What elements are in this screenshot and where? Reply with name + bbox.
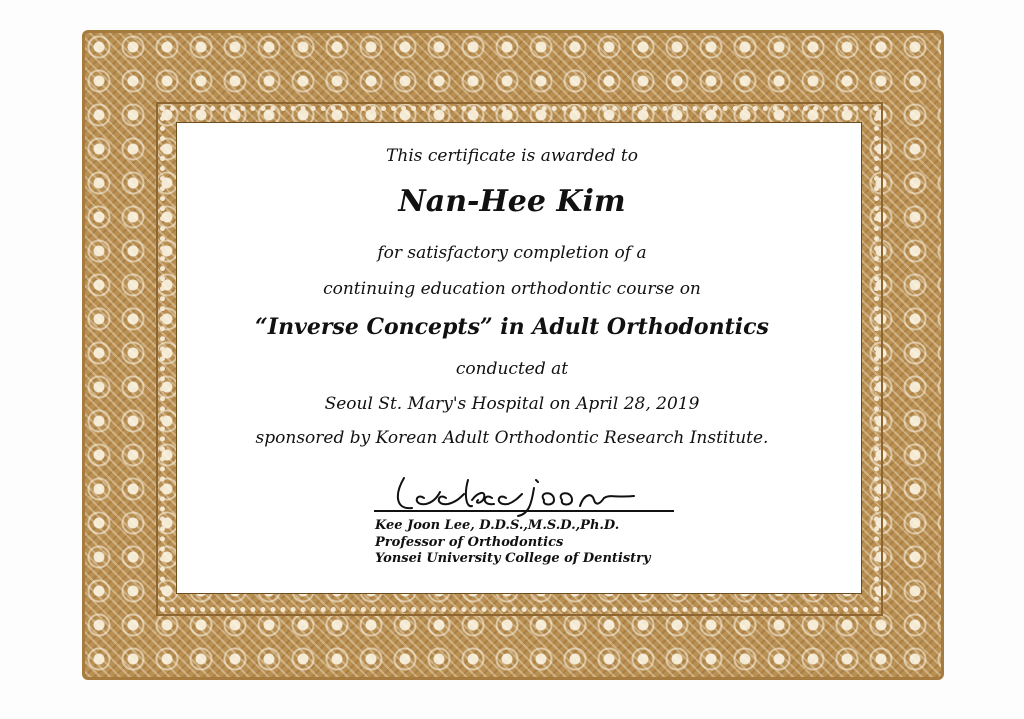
signature-line [374, 510, 674, 512]
signatory-name: Kee Joon Lee, D.D.S.,M.S.D.,Ph.D. [375, 518, 620, 533]
award-line: This certificate is awarded to [386, 146, 638, 166]
signature-image [394, 470, 654, 520]
signatory-title: Professor of Orthodontics [375, 535, 564, 550]
course-title: “Inverse Concepts” in Adult Orthodontics [255, 314, 769, 340]
course-line: continuing education orthodontic course on [323, 279, 701, 299]
completion-line: for satisfactory completion of a [377, 243, 647, 263]
location-date: Seoul St. Mary's Hospital on April 28, 2019 [324, 394, 700, 414]
recipient-name: Nan-Hee Kim [398, 184, 626, 219]
conducted-line: conducted at [455, 359, 569, 379]
sponsor-line: sponsored by Korean Adult Orthodontic Research Institute. [255, 428, 769, 448]
signatory-institution: Yonsei University College of Dentistry [375, 551, 651, 566]
